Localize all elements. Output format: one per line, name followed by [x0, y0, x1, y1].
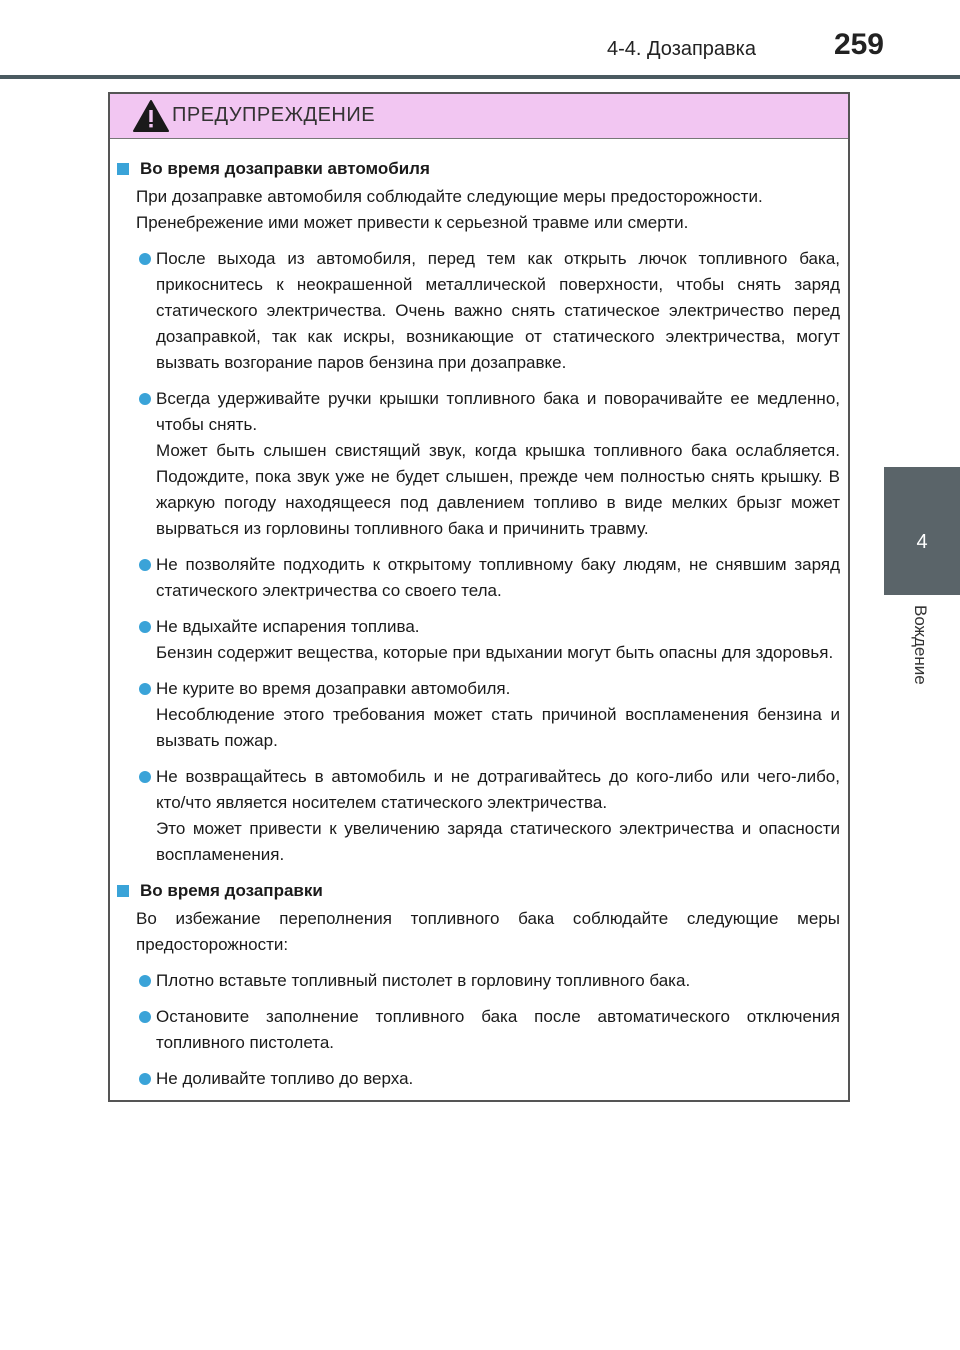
warning-triangle-icon: [132, 99, 170, 133]
warning-box: [108, 92, 850, 1102]
warning-content: [110, 146, 848, 1092]
warning-title: ПРЕДУПРЕЖДЕНИЕ: [172, 104, 376, 126]
round-bullet-icon: [139, 621, 151, 633]
section-title: 4-4. Дозаправка: [607, 38, 756, 60]
section-heading: [110, 154, 848, 184]
bullet-text: Не курите во время дозаправки автомобиля.: [156, 679, 511, 698]
round-bullet-icon: [139, 1011, 151, 1023]
bullet-text: Это может привести к увеличению заряда статического электричества и опасности воспламенения.: [156, 819, 840, 864]
intro-paragraph: Во избежание переполнения топливного бака соблюдайте следующие меры предосторожности:: [136, 909, 840, 954]
page-header: [0, 0, 960, 80]
chapter-label: Вождение: [911, 605, 930, 685]
section-heading-text: Во время дозаправки: [140, 881, 323, 900]
bullet-item: [156, 552, 840, 604]
bullet-item: [156, 614, 840, 666]
chapter-tab: [884, 467, 960, 595]
intro-paragraph: Пренебрежение ими может привести к серьезной травме или смерти.: [136, 213, 689, 232]
bullet-text: После выхода из автомобиля, перед тем как открыть лючок топливного бака, прикоснитесь к неокрашенной металлической поверхности, чтобы снять заряд статического электричества. Очень важно снять статическое электричество перед дозаправкой, так как искры, возникающие от статического электричества, могут вызвать возгорание паров бензина при дозаправке.: [156, 249, 840, 372]
bullet-item: [156, 1004, 840, 1056]
bullet-text: Может быть слышен свистящий звук, когда крышка топливного бака ослабляется. Подождите, пока звук уже не будет слышен, прежде чем полностью снять крышку. В жаркую погоду находящееся под давлением топливо в виде мелких брызг может вырваться из горловины топливного бака и причинить травму.: [156, 441, 840, 538]
bullet-text: Остановите заполнение топливного бака после автоматического отключения топливного пистолета.: [156, 1007, 840, 1052]
bullet-item: [156, 246, 840, 376]
bullet-text: Плотно вставьте топливный пистолет в горловину топливного бака.: [156, 971, 691, 990]
round-bullet-icon: [139, 253, 151, 265]
section-heading-text: Во время дозаправки автомобиля: [140, 159, 430, 178]
bullet-item: [156, 676, 840, 754]
square-bullet-icon: [117, 885, 129, 897]
page-number: 259: [833, 28, 884, 61]
bullet-item: [156, 386, 840, 542]
round-bullet-icon: [139, 975, 151, 987]
round-bullet-icon: [139, 683, 151, 695]
bullet-text: Всегда удерживайте ручки крышки топливного бака и поворачивайте ее медленно, чтобы снять.: [156, 389, 840, 434]
bullet-item: [156, 1066, 840, 1092]
square-bullet-icon: [117, 163, 129, 175]
round-bullet-icon: [139, 1073, 151, 1085]
round-bullet-icon: [139, 771, 151, 783]
intro-paragraph: При дозаправке автомобиля соблюдайте следующие меры предосторожности.: [136, 187, 763, 206]
round-bullet-icon: [139, 393, 151, 405]
bullet-text: Несоблюдение этого требования может стать причиной воспламенения бензина и вызвать пожар.: [156, 705, 840, 750]
round-bullet-icon: [139, 559, 151, 571]
header-divider: [0, 75, 960, 79]
bullet-text: Не вдыхайте испарения топлива.: [156, 617, 420, 636]
bullet-text: Бензин содержит вещества, которые при вдыхании могут быть опасны для здоровья.: [156, 643, 834, 662]
bullet-item: [156, 764, 840, 868]
bullet-text: Не позволяйте подходить к открытому топливному баку людям, не снявшим заряд статического электричества со своего тела.: [156, 555, 840, 600]
bullet-text: Не возвращайтесь в автомобиль и не дотрагивайтесь до кого-либо или чего-либо, кто/что является носителем статического электричества.: [156, 767, 840, 812]
chapter-number: 4: [916, 531, 928, 553]
bullet-text: Не доливайте топливо до верха.: [156, 1069, 414, 1088]
warning-header: [110, 94, 848, 139]
section-heading: [110, 876, 848, 906]
bullet-item: [156, 968, 840, 994]
